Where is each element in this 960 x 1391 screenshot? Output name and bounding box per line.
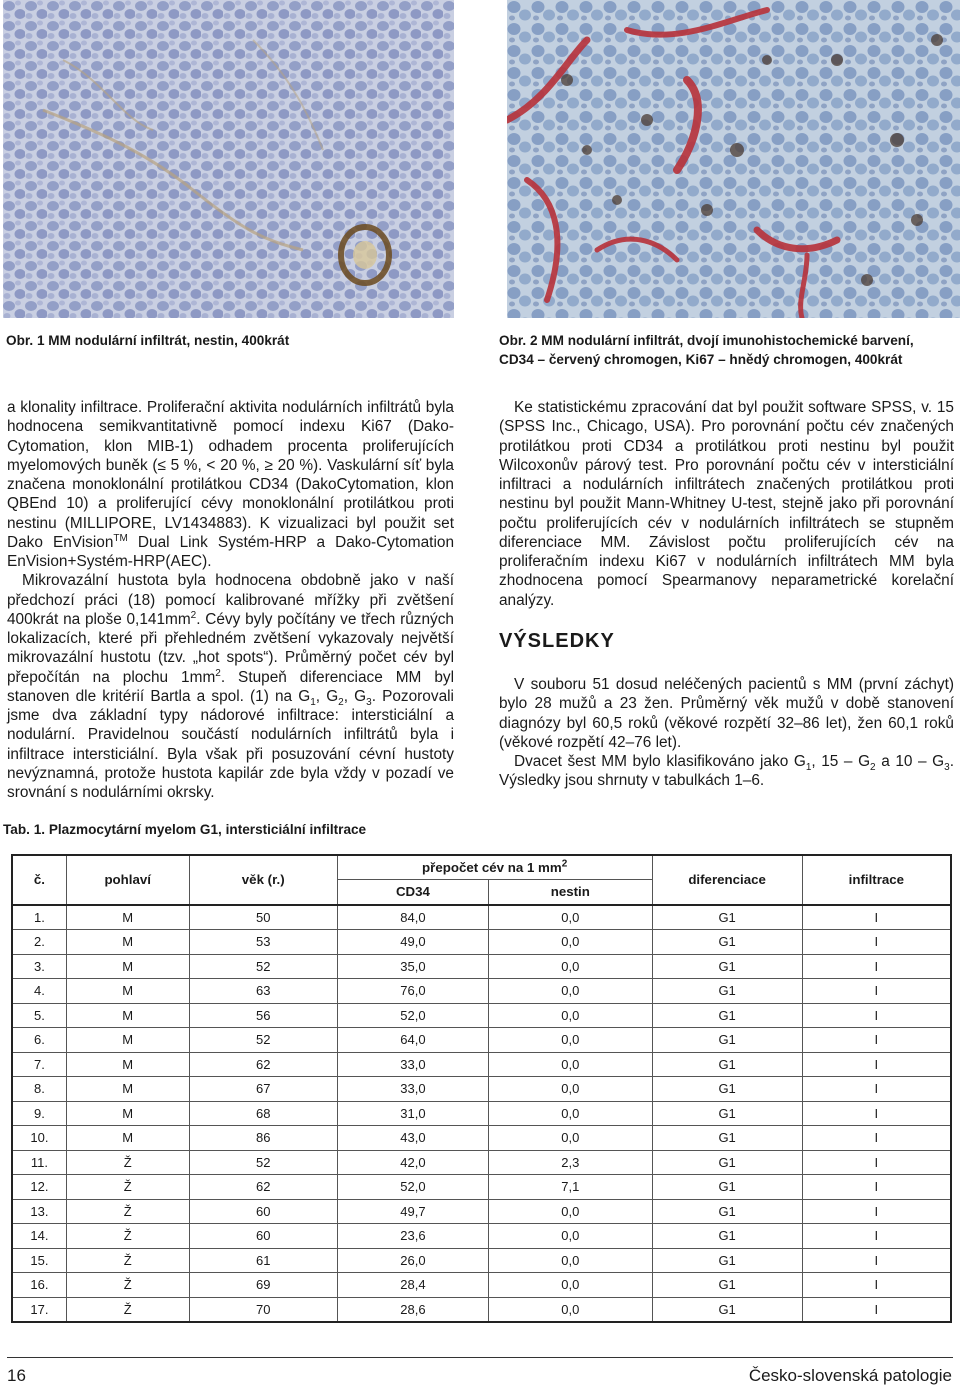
col-header-sex: pohlaví xyxy=(66,855,189,905)
table-cell: 28,6 xyxy=(337,1297,488,1322)
table-cell: 49,7 xyxy=(337,1199,488,1224)
table-cell: G1 xyxy=(652,1052,802,1077)
methods-paragraph-1: a klonality infiltrace. Proliferační aktivita nodulárních infiltrátů byla hodnocena semikvantitativně pomocí indexu Ki67 (Dako-Cytomation, klon MIB-1) odhadem procenta proliferujících myelomových buněk (≤ 5 %, < 20 %, ≥ 20 %). Vaskulární síť byla značena monoklonální protilátkou CD34 (DakoCytomation, klon QBEnd 10) a proliferující cévy monoklonální protilátkou proti nestinu (MILLIPORE, LV1434883). K vizualizaci byl použit set Dako EnVision™ Dual Link Systém-HRP a Dako-Cytomation EnVision+Systém-HRP(AEC). xyxy=(7,399,454,570)
table-cell: I xyxy=(802,1052,951,1077)
table-cell: Ž xyxy=(66,1199,189,1224)
table-cell: M xyxy=(66,979,189,1004)
col-header-infiltration: infiltrace xyxy=(802,855,951,905)
table-cell: I xyxy=(802,1077,951,1102)
table-cell: 33,0 xyxy=(337,1052,488,1077)
col-header-age: věk (r.) xyxy=(189,855,337,905)
table-cell: 64,0 xyxy=(337,1028,488,1053)
table-cell: 49,0 xyxy=(337,930,488,955)
table-cell: 10. xyxy=(12,1126,66,1151)
page-number: 16 xyxy=(7,1366,26,1385)
table-cell: 62 xyxy=(189,1175,337,1200)
left-text-column xyxy=(7,398,454,802)
table-row xyxy=(12,1101,951,1126)
table-cell: Ž xyxy=(66,1175,189,1200)
table-row xyxy=(12,979,951,1004)
col-header-differentiation: diferenciace xyxy=(652,855,802,905)
col-header-nestin: nestin xyxy=(489,880,652,905)
table-cell: I xyxy=(802,1150,951,1175)
table-cell: 68 xyxy=(189,1101,337,1126)
table-cell: 15. xyxy=(12,1248,66,1273)
col-header-number: č. xyxy=(12,855,66,905)
table-cell: M xyxy=(66,1077,189,1102)
table-cell: 69 xyxy=(189,1273,337,1298)
table-cell: 5. xyxy=(12,1003,66,1028)
table-cell: 0,0 xyxy=(489,930,652,955)
table-cell: 60 xyxy=(189,1224,337,1249)
table-cell: Ž xyxy=(66,1297,189,1322)
figure-1-micrograph xyxy=(3,0,454,318)
section-heading-results: VÝSLEDKY xyxy=(499,629,615,652)
table-cell: G1 xyxy=(652,1003,802,1028)
figure-2-caption-line-1: Obr. 2 MM nodulární infiltrát, dvojí imunohistochemické barvení, xyxy=(499,333,914,348)
table-cell: 63 xyxy=(189,979,337,1004)
table-cell: G1 xyxy=(652,1126,802,1151)
footer-divider xyxy=(7,1357,953,1358)
col-header-vessel-count: přepočet cév na 1 $mm^2$ xyxy=(337,855,652,880)
table-cell: 0,0 xyxy=(489,905,652,930)
table-cell: G1 xyxy=(652,1248,802,1273)
table-cell: 42,0 xyxy=(337,1150,488,1175)
journal-name: Česko-slovenská patologie xyxy=(748,1366,952,1385)
table-cell: 0,0 xyxy=(489,1199,652,1224)
table-row xyxy=(12,1126,951,1151)
table-cell: 1. xyxy=(12,905,66,930)
table-body xyxy=(12,905,951,1323)
table-cell: 61 xyxy=(189,1248,337,1273)
table-cell: I xyxy=(802,1003,951,1028)
table-row xyxy=(12,1224,951,1249)
table-cell: M xyxy=(66,954,189,979)
table-cell: 67 xyxy=(189,1077,337,1102)
table-cell: G1 xyxy=(652,979,802,1004)
table-cell: Ž xyxy=(66,1248,189,1273)
table-cell: I xyxy=(802,954,951,979)
table-cell: 2,3 xyxy=(489,1150,652,1175)
table-cell: 56 xyxy=(189,1003,337,1028)
table-cell: G1 xyxy=(652,1297,802,1322)
table-cell: 12. xyxy=(12,1175,66,1200)
table-cell: 0,0 xyxy=(489,979,652,1004)
figure-1-caption xyxy=(6,331,446,350)
table-cell: 52 xyxy=(189,1150,337,1175)
table-cell: G1 xyxy=(652,1150,802,1175)
table-cell: Ž xyxy=(66,1273,189,1298)
table-row xyxy=(12,1175,951,1200)
table-cell: 52,0 xyxy=(337,1003,488,1028)
table-cell: 3. xyxy=(12,954,66,979)
table-cell: 0,0 xyxy=(489,1224,652,1249)
statistics-paragraph: Ke statistickému zpracování dat byl použit software SPSS, v. 15 (SPSS Inc., Chicago, USA). Pro porovnání počtu cév značených protilátkou proti CD34 a protilátkou proti nestinu byl použit Wilcoxonův párový test. Pro porovnání počtu cév v intersticiální infiltraci a nodulárních infiltrátech značených protilátkou proti nestinu byl použit Mann-Whitney U-test, stejně jako při porovnání počtu proliferujících cév v nodulárních infiltrátech se stupněm diferenciace MM. Závislost počtu proliferujících cév na proliferačním indexu Ki67 v nodulárních infiltrátech MM byla zhodnocena pomocí Spearmanovy neparametrické korelační analýzy. xyxy=(499,399,954,609)
table-cell: 23,6 xyxy=(337,1224,488,1249)
table-cell: M xyxy=(66,1003,189,1028)
results-paragraph-2: Dvacet šest MM bylo klasifikováno jako $G_1$, $15 - G_2$ a $10 - G_3$. Výsledky jsou shrnuty v tabulkách 1–6. xyxy=(499,753,954,790)
right-text-column xyxy=(499,398,954,791)
table-cell: 2. xyxy=(12,930,66,955)
table-cell: I xyxy=(802,1248,951,1273)
figure-2-caption xyxy=(499,331,957,369)
table-cell: 7,1 xyxy=(489,1175,652,1200)
table-cell: 7. xyxy=(12,1052,66,1077)
table-cell: 0,0 xyxy=(489,1028,652,1053)
table-cell: 53 xyxy=(189,930,337,955)
table-cell: 13. xyxy=(12,1199,66,1224)
table-cell: 8. xyxy=(12,1077,66,1102)
table-cell: 52 xyxy=(189,954,337,979)
table-cell: I xyxy=(802,1199,951,1224)
figure-1-caption-text: Obr. 1 MM nodulární infiltrát, nestin, 400krát xyxy=(6,333,290,348)
table-cell: 0,0 xyxy=(489,1248,652,1273)
table-caption: Tab. 1. Plazmocytární myelom G1, intersticiální infiltrace xyxy=(3,822,367,837)
table-cell: 6. xyxy=(12,1028,66,1053)
methods-paragraph-2: Mikrovazální hustota byla hodnocena obdobně jako v naší předchozí práci (18) pomocí kalibrované mřížky při zvětšení 400krát na ploše $0,141mm^2$. Cévy byly počítány ve třech různých lokalizacích, které při přehledném zvětšení vykazovaly největší mikrovazální hustotu (tzv. „hot spots“). Průměrný počet cév byl přepočítán na plochu $1mm^2$. Stupeň diferenciace MM byl stanoven dle kritérií Bartla a spol. (1) na $G_1$, $G_2$, $G_3$. Pozorovali jsme dva základní typy nádorové infiltrace: intersticiální a nodulární. Pravidelnou součástí nodulárních infiltrátů byla i infiltrace intersticiální. Byla však při posuzování cévní hustoty nevýznamná, protože hustota kapilár zde byla vždy v pozadí ve srovnání s nodulárními okrsky. xyxy=(7,572,454,801)
table-row xyxy=(12,930,951,955)
table-cell: 0,0 xyxy=(489,954,652,979)
table-cell: 16. xyxy=(12,1273,66,1298)
table-cell: I xyxy=(802,1224,951,1249)
table-row xyxy=(12,1077,951,1102)
table-cell: 76,0 xyxy=(337,979,488,1004)
table-cell: 11. xyxy=(12,1150,66,1175)
table-cell: 0,0 xyxy=(489,1126,652,1151)
table-cell: 17. xyxy=(12,1297,66,1322)
table-cell: I xyxy=(802,1175,951,1200)
table-cell: Ž xyxy=(66,1224,189,1249)
table-cell: G1 xyxy=(652,954,802,979)
results-paragraph-1: V souboru 51 dosud neléčených pacientů s MM (první záchyt) bylo 28 mužů a 23 žen. Průměrný věk mužů v době stanovení diagnózy byl 60,5 roků (věkové rozpětí 32–86 let), žen 60,1 roků (věkové rozpětí 42–76 let). xyxy=(499,676,954,751)
table-cell: 35,0 xyxy=(337,954,488,979)
table-row xyxy=(12,1003,951,1028)
table-cell: M xyxy=(66,1101,189,1126)
col-header-cd34: CD34 xyxy=(337,880,488,905)
table-cell: Ž xyxy=(66,1150,189,1175)
data-table xyxy=(11,854,952,1323)
table-cell: 0,0 xyxy=(489,1101,652,1126)
table-row xyxy=(12,1150,951,1175)
table-cell: G1 xyxy=(652,1224,802,1249)
table-cell: G1 xyxy=(652,1199,802,1224)
table-cell: 62 xyxy=(189,1052,337,1077)
table-cell: G1 xyxy=(652,1175,802,1200)
table-cell: 28,4 xyxy=(337,1273,488,1298)
table-cell: 52,0 xyxy=(337,1175,488,1200)
table-cell: 0,0 xyxy=(489,1052,652,1077)
table-cell: M xyxy=(66,1052,189,1077)
table-cell: G1 xyxy=(652,1101,802,1126)
table-cell: M xyxy=(66,1028,189,1053)
figure-2-caption-line-2: CD34 – červený chromogen, Ki67 – hnědý chromogen, 400krát xyxy=(499,352,903,367)
table-cell: M xyxy=(66,930,189,955)
table-cell: I xyxy=(802,1126,951,1151)
table-row xyxy=(12,905,951,930)
table-cell: 9. xyxy=(12,1101,66,1126)
table-cell: 0,0 xyxy=(489,1003,652,1028)
table-cell: G1 xyxy=(652,1077,802,1102)
figure-1-image xyxy=(3,0,454,318)
table-cell: M xyxy=(66,1126,189,1151)
table-row xyxy=(12,954,951,979)
table-cell: G1 xyxy=(652,905,802,930)
table-cell: I xyxy=(802,1101,951,1126)
table-cell: 0,0 xyxy=(489,1077,652,1102)
table-cell: 43,0 xyxy=(337,1126,488,1151)
table-cell: 60 xyxy=(189,1199,337,1224)
table-cell: G1 xyxy=(652,930,802,955)
table-row xyxy=(12,1297,951,1322)
table-cell: 0,0 xyxy=(489,1273,652,1298)
table-cell: 50 xyxy=(189,905,337,930)
table-cell: 52 xyxy=(189,1028,337,1053)
table-row xyxy=(12,1248,951,1273)
table-cell: 84,0 xyxy=(337,905,488,930)
table-cell: 70 xyxy=(189,1297,337,1322)
table-cell: 86 xyxy=(189,1126,337,1151)
table-cell: I xyxy=(802,1273,951,1298)
table-row xyxy=(12,1028,951,1053)
table-cell: 0,0 xyxy=(489,1297,652,1322)
table-cell: I xyxy=(802,930,951,955)
table-cell: G1 xyxy=(652,1028,802,1053)
table-cell: 4. xyxy=(12,979,66,1004)
table-row xyxy=(12,1199,951,1224)
table-cell: I xyxy=(802,1028,951,1053)
table-row xyxy=(12,1052,951,1077)
figure-2-image xyxy=(507,0,960,318)
table-cell: I xyxy=(802,1297,951,1322)
table-cell: I xyxy=(802,979,951,1004)
table-cell: I xyxy=(802,905,951,930)
table-cell: 26,0 xyxy=(337,1248,488,1273)
table-cell: 31,0 xyxy=(337,1101,488,1126)
figure-2-micrograph xyxy=(507,0,960,318)
table-cell: 14. xyxy=(12,1224,66,1249)
table-cell: 33,0 xyxy=(337,1077,488,1102)
table-cell: G1 xyxy=(652,1273,802,1298)
table-cell: M xyxy=(66,905,189,930)
table-row xyxy=(12,1273,951,1298)
